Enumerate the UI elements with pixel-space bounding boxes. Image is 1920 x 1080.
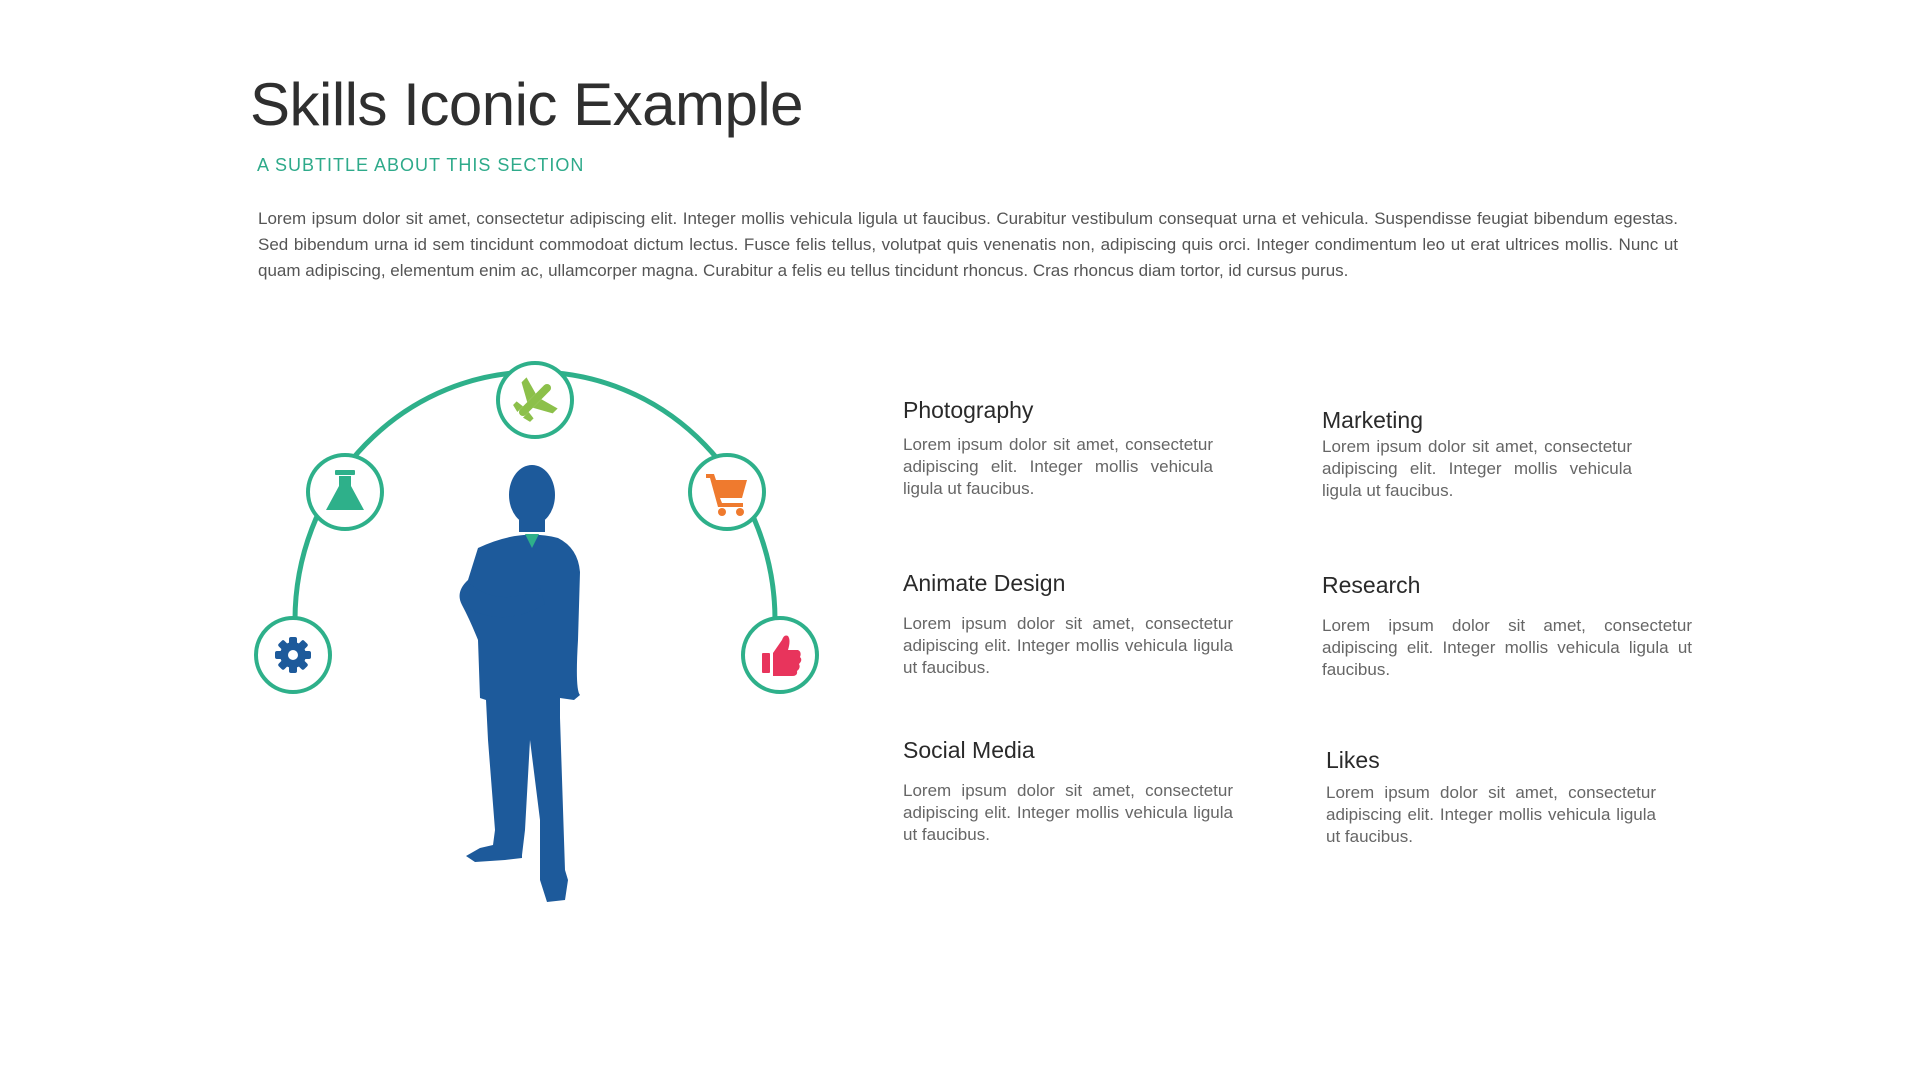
skill-title: Research: [1322, 572, 1421, 598]
skill-social-media: [903, 737, 1233, 846]
gear-icon: [275, 637, 311, 673]
skill-title: Social Media: [903, 737, 1035, 763]
skill-likes: [1326, 747, 1656, 848]
skill-description: Lorem ipsum dolor sit amet, consectetur adipiscing elit. Integer mollis vehicula ligula ut faucibus.: [903, 781, 1233, 844]
page-title: Skills Iconic Example: [250, 71, 804, 138]
intro-paragraph: Lorem ipsum dolor sit amet, consectetur adipiscing elit. Integer mollis vehicula ligula ut faucibus. Curabitur vestibulum consequat urna et vehicula. Suspendisse feugiat bibendum egestas. Sed bibendum urna id sem tincidunt commodoat dictum lectus. Fusce felis tellus, volutpat quis venenatis non, adipiscing quis orci. Integer condimentum leo ut erat ultrices mollis. Nunc ut quam adipiscing, elementum enim ac, ullamcorper magna. Curabitur a felis eu tellus tincidunt rhoncus. Cras rhoncus diam tortor, id cursus purus.: [258, 209, 1678, 280]
skill-description: Lorem ipsum dolor sit amet, consectetur adipiscing elit. Integer mollis vehicula ligula ut faucibus.: [903, 435, 1213, 498]
skill-animate-design: [903, 570, 1233, 679]
skill-description: Lorem ipsum dolor sit amet, consectetur adipiscing elit. Integer mollis vehicula ligula ut faucibus.: [1322, 437, 1632, 500]
skill-title: Marketing: [1322, 407, 1423, 433]
airplane-badge: [498, 363, 572, 437]
skill-title: Animate Design: [903, 570, 1066, 596]
skill-title: Photography: [903, 397, 1034, 423]
gear-badge: [256, 618, 330, 692]
skill-title: Likes: [1326, 747, 1380, 773]
skill-description: Lorem ipsum dolor sit amet, consectetur adipiscing elit. Integer mollis vehicula ligula ut faucibus.: [1322, 616, 1692, 679]
skill-description: Lorem ipsum dolor sit amet, consectetur adipiscing elit. Integer mollis vehicula ligula ut faucibus.: [1326, 783, 1656, 846]
skill-description: Lorem ipsum dolor sit amet, consectetur adipiscing elit. Integer mollis vehicula ligula ut faucibus.: [903, 614, 1233, 677]
skill-marketing: [1322, 407, 1652, 502]
skill-photography: [903, 397, 1233, 500]
thumbs-up-badge: [743, 618, 817, 692]
page-subtitle: A SUBTITLE ABOUT THIS SECTION: [257, 155, 585, 175]
flask-badge: [308, 455, 382, 529]
cart-badge: [690, 455, 764, 529]
person-silhouette: [460, 465, 580, 902]
skill-research: [1322, 572, 1692, 681]
